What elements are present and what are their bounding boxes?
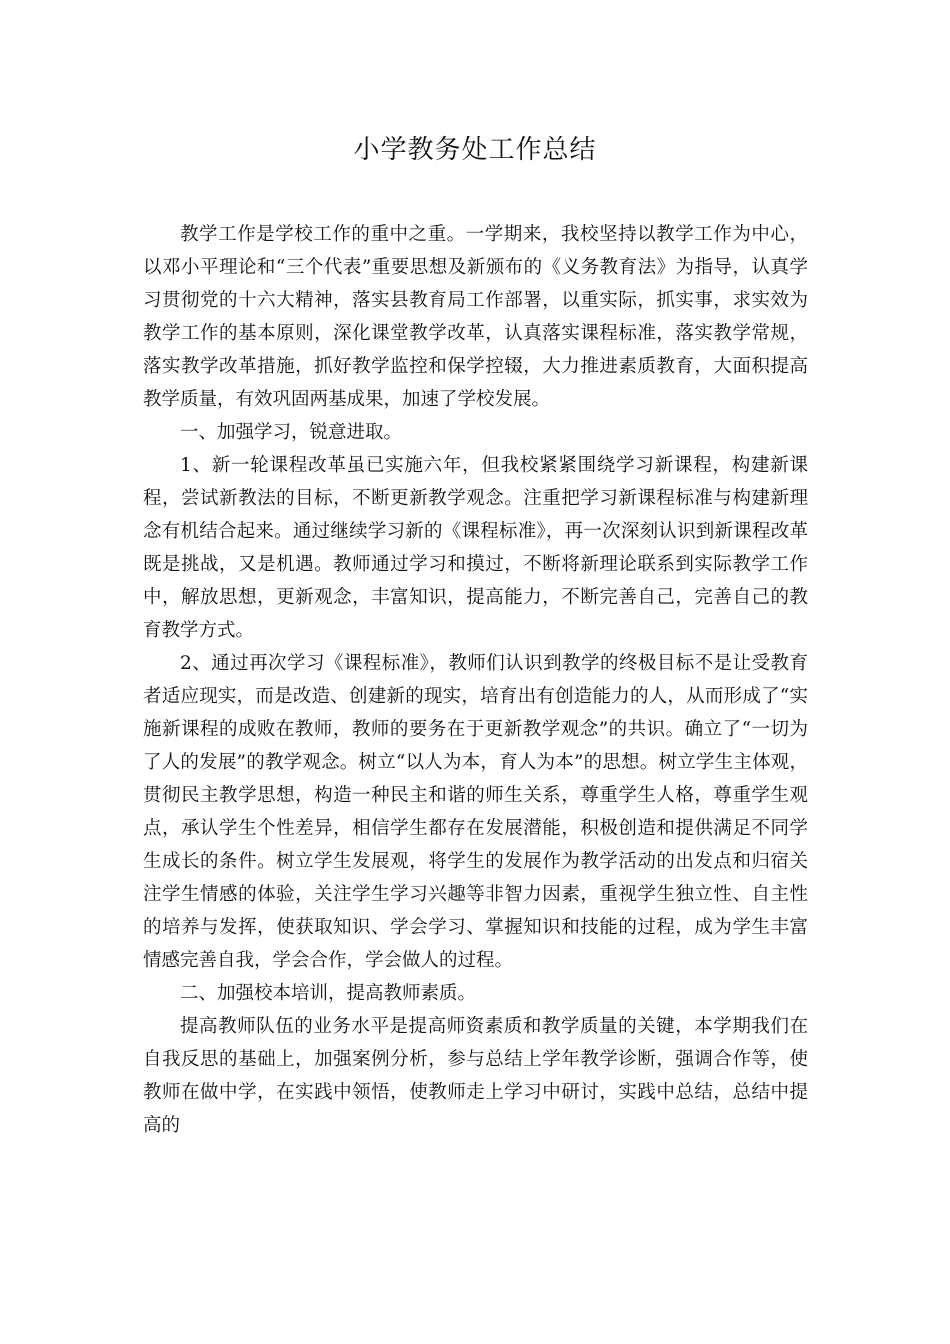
paragraph-item-2: 2、通过再次学习《课程标准》，教师们认识到教学的终极目标不是让受教育者适应现实，而是改造、创建新的现实，培育出有创造能力的人，从而形成了“实施新课程的成败在教师，教师的要务在于更新教学观念”的共识。确立了“一切为了人的发展”的教学观念。树立“以人为本，育人为本”的思想。树立学生主体观，贯彻民主教学思想，构造一种民主和谐的师生关系，尊重学生人格，尊重学生观点，承认学生个性差异，相信学生都存在发展潜能，积极创造和提供满足不同学生成长的条件。树立学生发展观，将学生的发展作为教学活动的出发点和归宿关注学生情感的体验，关注学生学习兴趣等非智力因素，重视学生独立性、自主性的培养与发挥，使获取知识、学会学习、掌握知识和技能的过程，成为学生丰富情感完善自我，学会合作，学会做人的过程。 <box>143 653 808 971</box>
paragraph-intro: 教学工作是学校工作的重中之重。一学期来，我校坚持以教学工作为中心，以邓小平理论和“三个代表”重要思想及新颁布的《义务教育法》为指导，认真学习贯彻党的十六大精神，落实县教育局工作部署，以重实际，抓实事，求实效为教学工作的基本原则，深化课堂教学改革，认真落实课程标准，落实教学常规，落实教学改革措施，抓好教学监控和保学控辍，大力推进素质教育，大面积提高教学质量，有效巩固两基成果，加速了学校发展。 <box>143 224 808 410</box>
document-title: 小学教务处工作总结 <box>353 135 597 165</box>
section-heading-1: 一、加强学习，锐意进取。 <box>180 422 403 443</box>
document-body <box>143 218 808 1142</box>
paragraph-training: 提高教师队伍的业务水平是提高师资素质和教学质量的关键，本学期我们在自我反思的基础上，加强案例分析，参与总结上学年教学诊断，强调合作等，使教师在做中学，在实践中领悟，使教师走上学习中研讨，实践中总结，总结中提高的 <box>143 1016 808 1136</box>
paragraph-item-1: 1、新一轮课程改革虽已实施六年，但我校紧紧围绕学习新课程，构建新课程，尝试新教法的目标，不断更新教学观念。注重把学习新课程标准与构建新理念有机结合起来。通过继续学习新的《课程标准》，再一次深刻认识到新课程改革既是挑战，又是机遇。教师通过学习和摸过，不断将新理论联系到实际教学工作中，解放思想，更新观念，丰富知识，提高能力，不断完善自己，完善自己的教育教学方式。 <box>143 455 808 641</box>
section-heading-2: 二、加强校本培训，提高教师素质。 <box>180 983 477 1004</box>
